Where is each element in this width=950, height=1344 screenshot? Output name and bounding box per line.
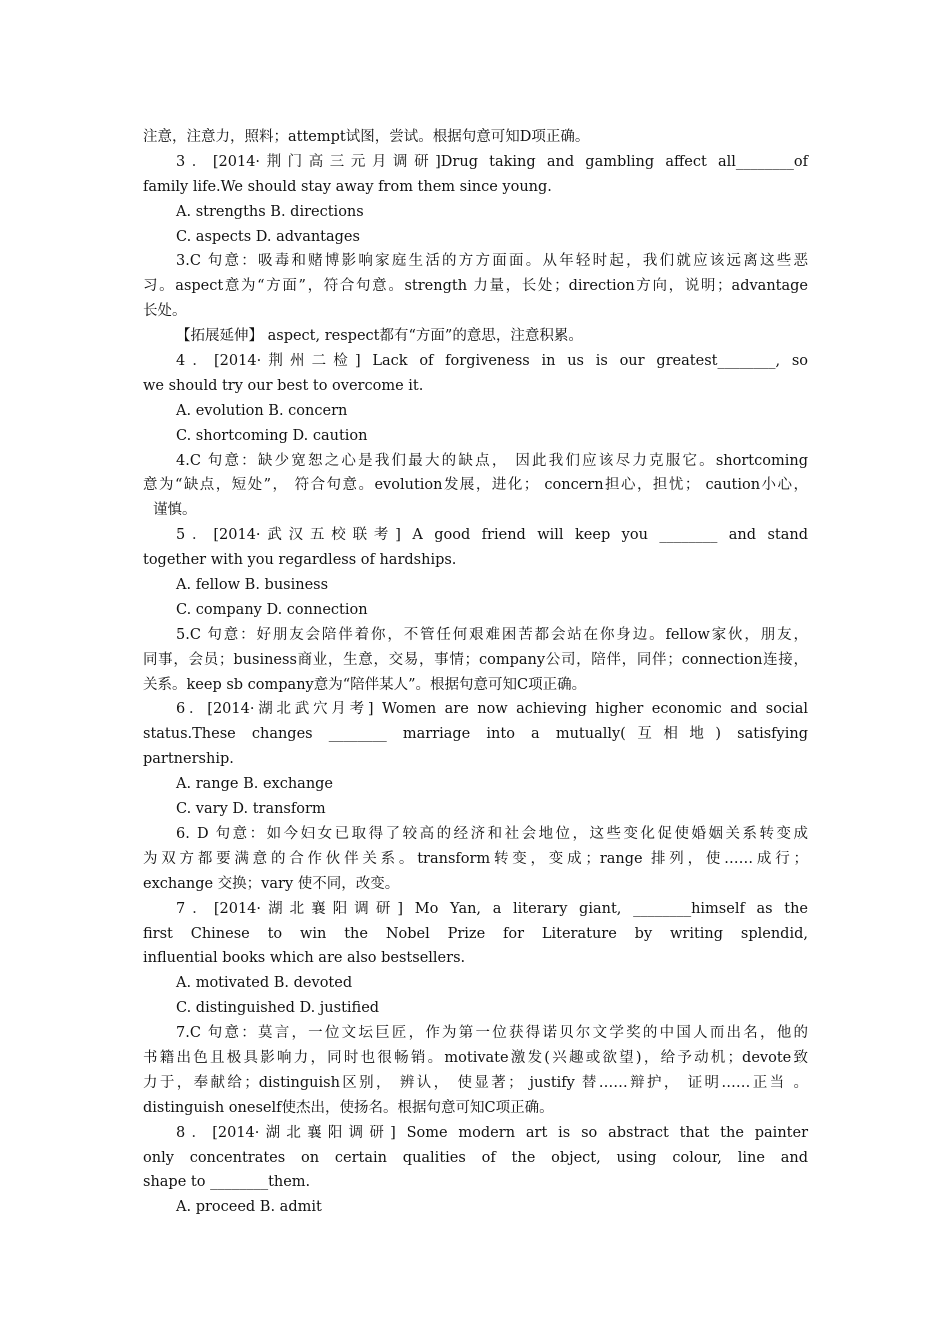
text-line: 7.C 句意：莫言，一位文坛巨匠，作为第一位获得诺贝尔文学奖的中国人而出名，他的	[176, 1025, 808, 1042]
text-line: family life.We should stay away from them since young.	[143, 178, 552, 195]
text-line: 6. D 句意：如今妇女已取得了较高的经济和社会地位，这些变化促使婚姻关系转变成	[176, 825, 808, 842]
text-line: 同事，会员；business商业，生意，交易，事情；company公司，陪伴，同伴；connection连接，	[143, 651, 808, 668]
text-line: A. motivated B. devoted	[176, 975, 353, 992]
text-line: 5．[2014·武汉五校联考] A good friend will keep you ________ and stand	[176, 527, 808, 544]
text-line: C. distinguished D. justified	[176, 1000, 380, 1017]
text-line: 8．[2014·湖北襄阳调研] Some modern art is so abstract that the painter	[176, 1124, 808, 1141]
text-line: C. shortcoming D. caution	[176, 427, 368, 444]
text-line: first Chinese to win the Nobel Prize for Literature by writing splendid,	[143, 925, 808, 942]
text-line: A. fellow B. business	[176, 577, 329, 594]
text-line: A. proceed B. admit	[176, 1199, 322, 1216]
text-line: 谨慎。	[153, 502, 197, 519]
text-line: C. company D. connection	[176, 601, 368, 618]
text-line: 力于，奉献给；distinguish区别， 辨认， 使显著； justify 替……辩护， 证明……正当 。	[143, 1074, 808, 1091]
text-line: 意为“缺点，短处”， 符合句意。evolution发展，进化； concern担心，担忧； caution小心，	[143, 477, 808, 494]
text-line: A. range B. exchange	[176, 776, 334, 793]
text-line: C. vary D. transform	[176, 801, 326, 818]
text-line: 关系。keep sb company意为“陪伴某人”。根据句意可知C项正确。	[143, 676, 587, 693]
text-line: only concentrates on certain qualities of the object, using colour, line and	[143, 1149, 808, 1166]
text-line: together with you regardless of hardships.	[143, 552, 457, 569]
text-line: 长处。	[143, 303, 187, 320]
text-line: 5.C 句意：好朋友会陪伴着你，不管任何艰难困苦都会站在你身边。fellow家伙，朋友，	[176, 626, 808, 643]
text-line: 【拓展延伸】 aspect, respect都有“方面”的意思，注意积累。	[176, 328, 583, 345]
text-line: 3.C 句意：吸毒和赌博影响家庭生活的方方面面。从年轻时起，我们就应该远离这些恶	[176, 253, 808, 270]
text-line: influential books which are also bestsellers.	[143, 950, 466, 967]
text-line: shape to ________them.	[143, 1174, 311, 1191]
text-line: 6．[2014·湖北武穴月考] Women are now achieving higher economic and social	[176, 701, 808, 718]
text-line: distinguish oneself使杰出，使扬名。根据句意可知C项正确。	[143, 1099, 554, 1116]
text-line: 7．[2014·湖北襄阳调研] Mo Yan, a literary giant, ________himself as the	[176, 900, 808, 917]
text-line: we should try our best to overcome it.	[143, 377, 424, 394]
text-line: 书籍出色且极具影响力，同时也很畅销。motivate激发(兴趣或欲望)，给予动机；devote致	[143, 1049, 808, 1066]
text-line: A. evolution B. concern	[176, 402, 348, 419]
text-line: 习。aspect意为“方面”，符合句意。strength 力量，长处；direction方向，说明；advantage	[143, 278, 808, 295]
text-line: 4.C 句意：缺少宽恕之心是我们最大的缺点， 因此我们应该尽力克服它。shortcoming	[176, 452, 808, 469]
text-line: 为双方都要满意的合作伙伴关系。transform转变，变成；range 排列，使……成行；	[143, 850, 808, 867]
text-line: partnership.	[143, 751, 234, 768]
text-line: 3．[2014·荆门高三元月调研]Drug taking and gambling affect all________of	[176, 153, 808, 170]
text-line: exchange 交换；vary 使不同，改变。	[143, 875, 400, 892]
text-line: 注意，注意力，照料；attempt试图，尝试。根据句意可知D项正确。	[143, 129, 590, 145]
text-line: A. strengths B. directions	[176, 203, 364, 220]
text-line: 4．[2014·荆州二检] Lack of forgiveness in us is our greatest________, so	[176, 353, 808, 370]
document-body	[143, 125, 808, 1220]
text-line: status.These changes ________ marriage into a mutually(互相地) satisfying	[143, 726, 808, 743]
text-line: C. aspects D. advantages	[176, 228, 360, 245]
